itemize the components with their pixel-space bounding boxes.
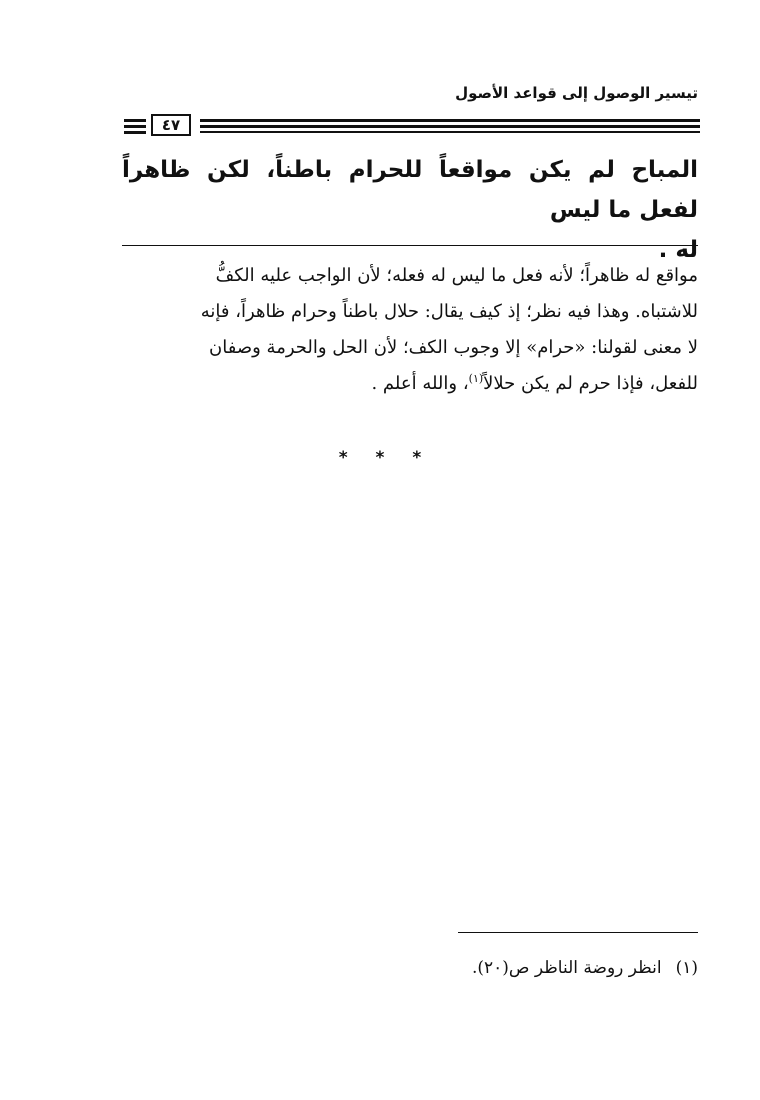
footnote-divider [458, 932, 698, 933]
commentary-divider [122, 245, 698, 246]
main-text [122, 150, 698, 270]
commentary-line: مواقع له ظاهراً؛ لأنه فعل ما ليس له فعله؛ لأن الواجب عليه الكفُّ [215, 265, 698, 286]
commentary-text [122, 258, 698, 402]
section-separator: * * * [338, 448, 422, 468]
commentary-line [122, 366, 698, 402]
commentary-line: للاشتباه. وهذا فيه نظر؛ إذ كيف يقال: حلال باطناً وحرام ظاهراً، فإنه [200, 301, 698, 322]
commentary-line: لا معنى لقولنا: «حرام» إلا وجوب الكف؛ لأن الحل والحرمة وصفان [209, 337, 698, 358]
main-text-line: المباح لم يكن مواقعاً للحرام باطناً، لكن ظاهراً لفعل ما ليس [122, 157, 698, 223]
page-number: ٤٧ [151, 114, 191, 136]
header-rule [200, 117, 700, 135]
header-ornament-bars [124, 119, 146, 135]
commentary-line-start: للفعل، فإذا حرم لم يكن حلالاً [483, 373, 698, 394]
footnote-reference[interactable]: (١) [468, 372, 484, 385]
footnote-text: انظر روضة الناظر ص(٢٠). [471, 958, 662, 978]
running-title: تيسير الوصول إلى قواعد الأصول [455, 84, 698, 102]
footnote-number: (١) [675, 958, 698, 978]
commentary-line-end: ، والله أعلم . [371, 373, 469, 394]
main-text-line: له . [658, 237, 698, 263]
footnote [298, 958, 698, 978]
